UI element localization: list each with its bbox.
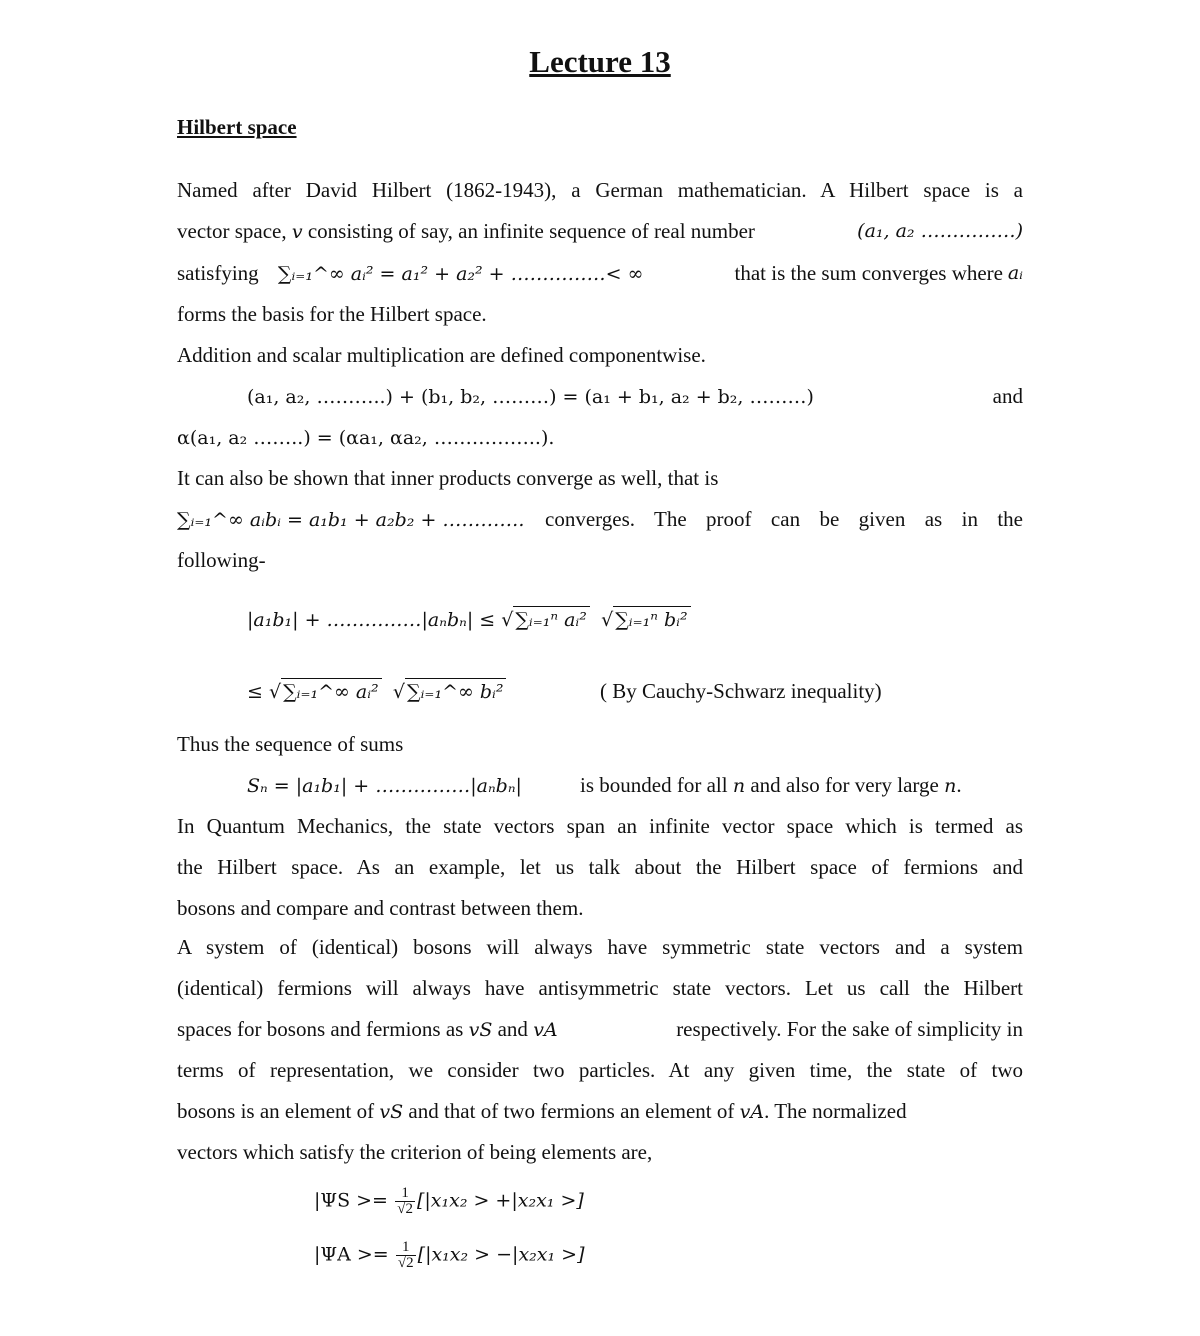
paragraph-line: Addition and scalar multiplication are defined componentwise. <box>177 343 706 367</box>
fraction: $\frac{1}{√2}$ <box>397 1185 413 1217</box>
inequality-line: ≤ √ ∑ᵢ₌₁^∞ aᵢ² √ ∑ᵢ₌₁^∞ bᵢ² ( By Cauchy-Schwarz inequality) <box>247 679 882 703</box>
cauchy-schwarz-note: ( By Cauchy-Schwarz inequality) <box>600 679 882 703</box>
antisymmetric-state-equation: |ΨA >= $\frac{1}{√2}$ [|x₁x₂ > −|x₂x₁ >] <box>314 1239 585 1271</box>
sequence-math: (a₁, a₂ ……………) <box>857 220 1023 242</box>
paragraph-line: forms the basis for the Hilbert space. <box>177 302 487 326</box>
addition-equation: (a₁, a₂, ………..) + (b₁, b₂, ………) = (a₁ + b₁, a₂ + b₂, ………) <box>247 386 814 408</box>
paragraph-line: bosons is an element of vS and that of two fermions an element of vA. The normalized <box>177 1099 907 1123</box>
paragraph-line: vectors which satisfy the criterion of being elements are, <box>177 1140 653 1164</box>
paragraph-line: (identical) fermions will always have antisymmetric state vectors. Let us call the Hilbert <box>177 976 1023 1000</box>
paragraph-line: ∑ᵢ₌₁^∞ aᵢbᵢ = a₁b₁ + a₂b₂ + …………. converges. The proof can be given as in the <box>177 507 1023 531</box>
paragraph-line: It can also be shown that inner products converge as well, that is <box>177 466 719 490</box>
paragraph-line: spaces for bosons and fermions as vS and vA respectively. For the sake of simplicity in <box>177 1017 1023 1041</box>
inner-product-series: ∑ᵢ₌₁^∞ aᵢbᵢ = a₁b₁ + a₂b₂ + …………. <box>177 509 525 531</box>
paragraph-line: bosons and compare and contrast between them. <box>177 896 584 920</box>
paragraph-line: Named after David Hilbert (1862-1943), a German mathematician. A Hilbert space is a <box>177 178 1023 202</box>
inequality-line: |a₁b₁| + ……………|aₙbₙ| ≤ √ ∑ᵢ₌₁ⁿ aᵢ² √ ∑ᵢ₌₁ⁿ bᵢ² <box>247 606 1023 633</box>
paragraph-line: In Quantum Mechanics, the state vectors span an infinite vector space which is termed as <box>177 814 1023 838</box>
partial-sum-equation: Sₙ = |a₁b₁| + ……………|aₙbₙ| <box>247 775 522 797</box>
paragraph-line: the Hilbert space. As an example, let us talk about the Hilbert space of fermions and <box>177 855 1023 879</box>
page-title: Lecture 13 <box>529 44 671 79</box>
symmetric-state-equation: |ΨS >= $\frac{1}{√2}$ [|x₁x₂ > +|x₂x₁ >] <box>314 1185 584 1217</box>
section-heading: Hilbert space <box>177 115 297 139</box>
equation-line: (a₁, a₂, ………..) + (b₁, b₂, ………) = (a₁ + b₁, a₂ + b₂, ………) and <box>247 384 1023 408</box>
series-equation: ∑ᵢ₌₁^∞ aᵢ² = a₁² + a₂² + ……………< ∞ <box>277 263 644 285</box>
paragraph-line: following- <box>177 548 266 572</box>
fraction: $\frac{1}{√2}$ <box>397 1239 414 1271</box>
paragraph-line: vector space, v consisting of say, an infinite sequence of real number (a₁, a₂ ……………) <box>177 219 1023 243</box>
paragraph-line: satisfying ∑ᵢ₌₁^∞ aᵢ² = a₁² + a₂² + ……………< ∞ that is the sum converges where aᵢ <box>177 261 1023 285</box>
paragraph-line: terms of representation, we consider two particles. At any given time, the state of two <box>177 1058 1023 1082</box>
equation-line: Sₙ = |a₁b₁| + ……………|aₙbₙ| is bounded for all n and also for very large n. <box>247 773 962 797</box>
paragraph-line: A system of (identical) bosons will always have symmetric state vectors and a system <box>177 935 1023 959</box>
scalar-multiplication-equation: α(a₁, a₂ ……..) = (αa₁, αa₂, ……………..). <box>177 427 555 449</box>
equation-line <box>177 424 1023 451</box>
paragraph-line: Thus the sequence of sums <box>177 732 404 756</box>
